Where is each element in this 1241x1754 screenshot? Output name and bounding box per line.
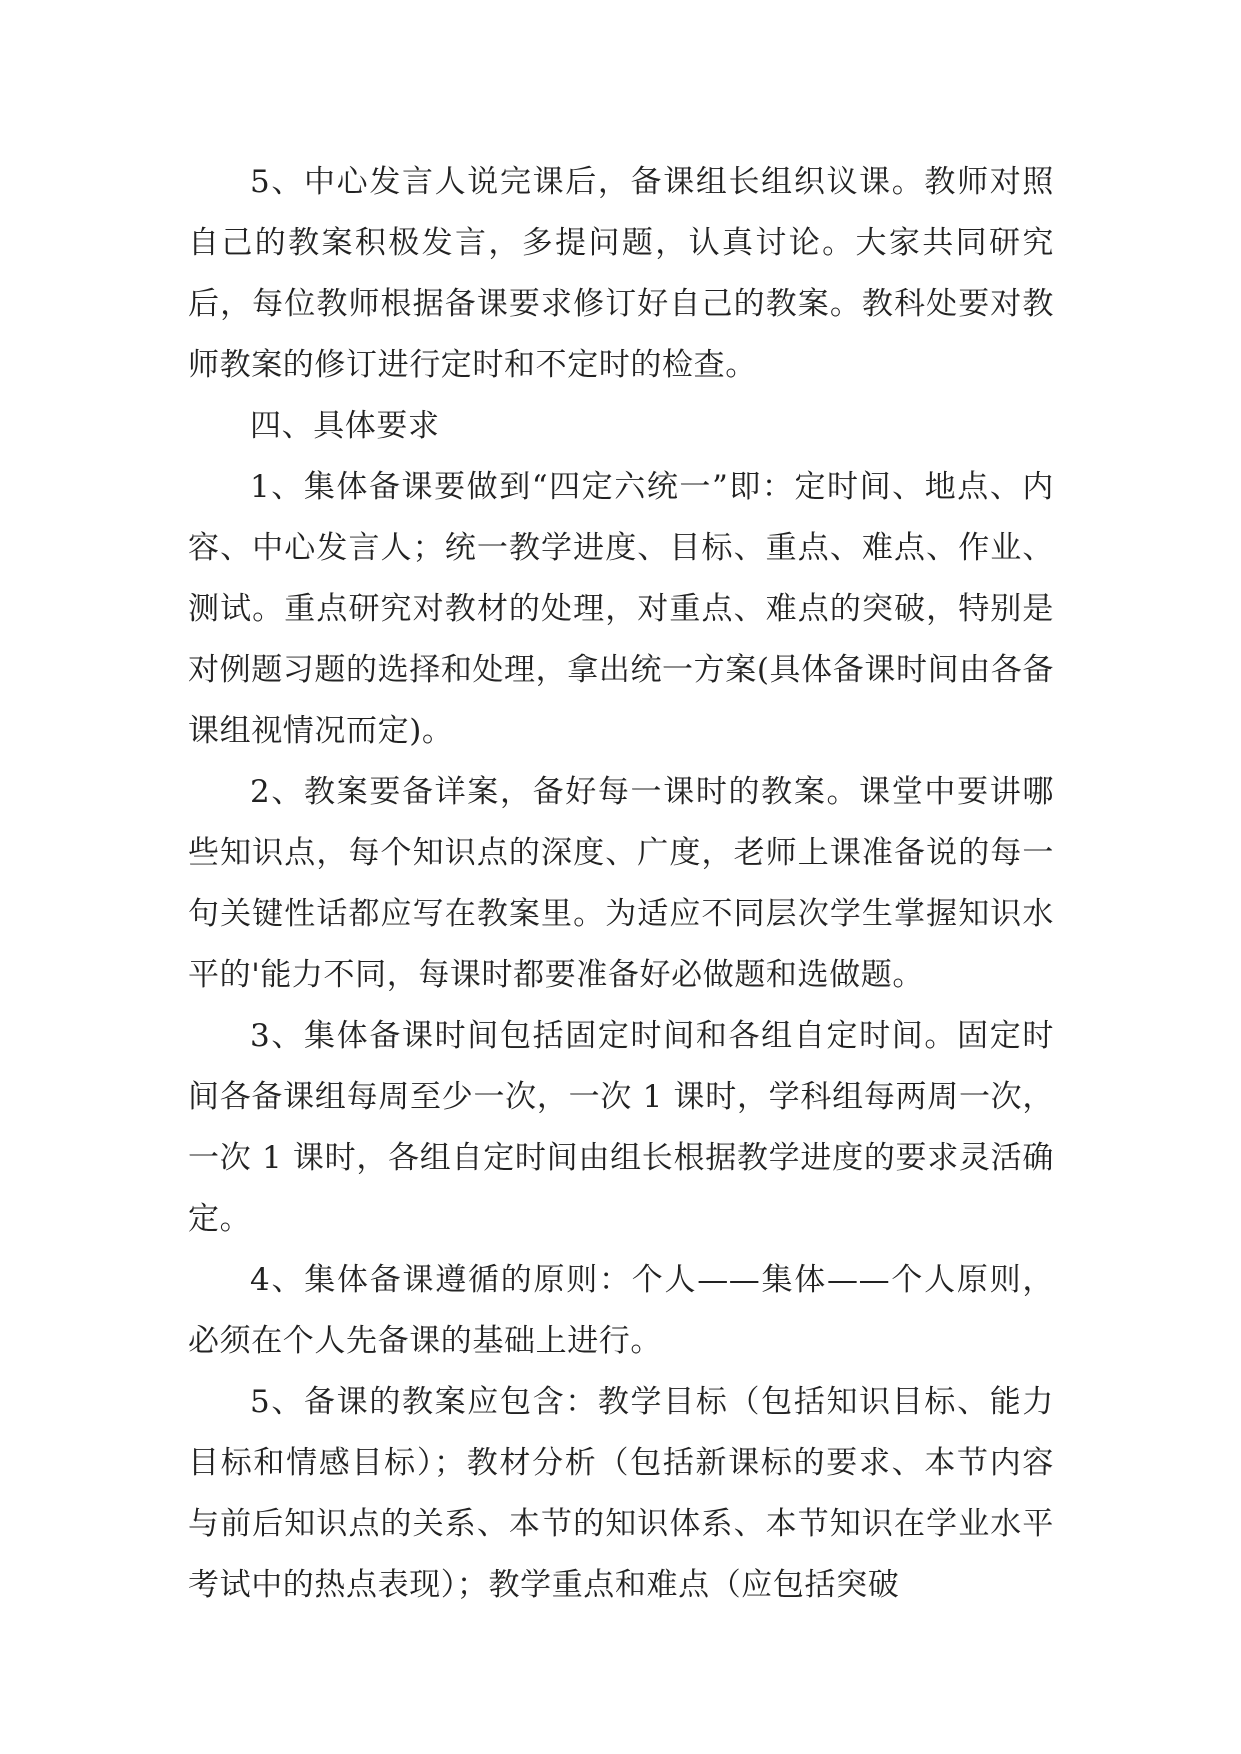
paragraph-requirement-2: 2、教案要备详案，备好每一课时的教案。课堂中要讲哪些知识点，每个知识点的深度、广度，老师上课准备说的每一句关键性话都应写在教案里。为适应不同层次学生掌握知识水平的'能力不同，每课时都要准备好必做题和选做题。 — [188, 774, 1054, 993]
paragraph-requirement-4: 4、集体备课遵循的原则：个人——集体——个人原则，必须在个人先备课的基础上进行。 — [188, 1262, 1054, 1359]
document-body — [188, 152, 1054, 1616]
section-heading-requirements: 四、具体要求 — [250, 408, 440, 444]
paragraph-requirement-5: 5、备课的教案应包含：教学目标（包括知识目标、能力目标和情感目标）；教材分析（包括新课标的要求、本节内容与前后知识点的关系、本节的知识体系、本节知识在学业水平考试中的热点表现）；教学重点和难点（应包括突破 — [188, 1384, 1054, 1603]
paragraph-requirement-3: 3、集体备课时间包括固定时间和各组自定时间。固定时间各备课组每周至少一次，一次 1 课时，学科组每两周一次，一次 1 课时，各组自定时间由组长根据教学进度的要求灵活确定。 — [188, 1018, 1054, 1237]
paragraph-speaker-review: 5、中心发言人说完课后，备课组长组织议课。教师对照自己的教案积极发言，多提问题，认真讨论。大家共同研究后，每位教师根据备课要求修订好自己的教案。教科处要对教师教案的修订进行定时和不定时的检查。 — [188, 164, 1054, 383]
paragraph-requirement-1: 1、集体备课要做到“四定六统一”即：定时间、地点、内容、中心发言人；统一教学进度、目标、重点、难点、作业、测试。重点研究对教材的处理，对重点、难点的突破，特别是对例题习题的选择和处理，拿出统一方案(具体备课时间由各备课组视情况而定)。 — [188, 469, 1054, 749]
